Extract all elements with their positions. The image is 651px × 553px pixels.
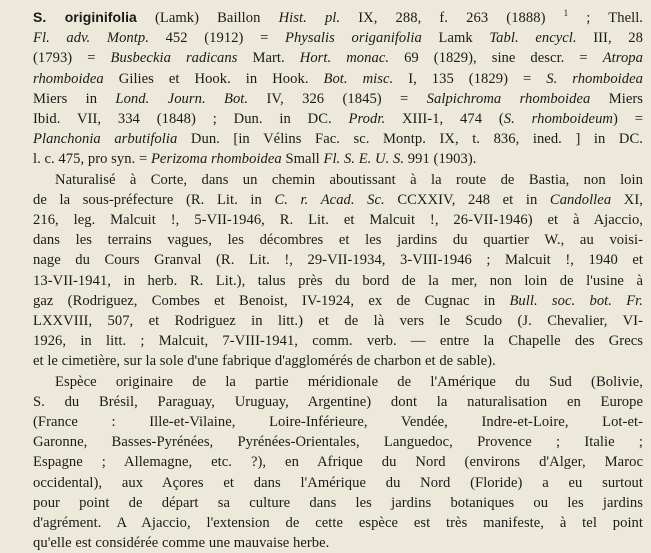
text-line [33, 109, 643, 129]
text-line [33, 452, 643, 472]
text-run: Gilies et Hook. in Hook. [103, 70, 324, 87]
text-run: nage du Cours Granval (R. Lit. !, 29-VII-1934, 3-VIII-1946 ; Malcuit !, 1940 et [33, 252, 643, 269]
text-run: ) = [613, 111, 643, 128]
text-run: 991 (1903). [404, 151, 477, 168]
text-run: l. c. 475, pro syn. = [33, 151, 151, 168]
footnote-marker: 1 [563, 8, 569, 19]
text-run: (France : Ille-et-Vilaine, Loire-Inférieure, Vendée, Indre-et-Loire, Lot-et- [33, 414, 643, 431]
text-line [33, 533, 643, 553]
text-run: Perizoma rhomboidea [150, 151, 282, 168]
text-run: 13-VII-1941, in herb. R. Lit.), talus près du bord de la mer, non loin de l'usine à [33, 272, 643, 289]
text-line [33, 69, 643, 89]
text-line [33, 351, 643, 371]
text-run: Prodr. [348, 111, 386, 128]
text-run: ; Thell. [568, 10, 643, 26]
text-line [33, 372, 643, 392]
text-run: Fl. adv. Montp. [33, 30, 149, 47]
text-run: CCXXIV, 248 et in [384, 191, 550, 208]
text-line [33, 412, 643, 432]
text-run: et le cimetière, sur la sole d'une fabrique d'agglomérés de charbon et de sable). [33, 353, 496, 370]
text-run: Dun. [in Vélins Fac. sc. Montp. IX, t. 836, ined. ] in DC. [177, 131, 643, 148]
text-run: 69 (1829), sine descr. = [389, 50, 603, 67]
text-run: Mart. [237, 50, 300, 67]
text-run: Ibid. VII, 334 (1848) ; Dun. in DC. [33, 111, 349, 128]
text-line [33, 250, 643, 270]
text-run: Atropa [602, 50, 643, 67]
text-run: de la sous-préfecture (R. Lit. in [33, 191, 275, 208]
text-run: 452 (1912) = [148, 30, 286, 47]
text-run: Naturalisé à Corte, dans un chemin aboutissant à la route de Bastia, non loin [55, 171, 643, 188]
text-line [33, 230, 643, 250]
text-run: dans les terrains vagues, les décombres et les jardins du quartier W., au voisi- [33, 232, 643, 249]
text-run: S. du Brésil, Paraguay, Uruguay, Argentine) dont la naturalisation en Europe [33, 393, 643, 410]
text-run: IV, 326 (1845) = [248, 90, 427, 107]
text-run: pour point de départ sa culture dans les jardins botaniques ou les jardins [33, 494, 643, 511]
text-run: Candollea [549, 191, 612, 208]
text-run: III, 28 [576, 30, 643, 47]
text-line [33, 7, 643, 28]
text-run: XIII-1, 474 ( [385, 111, 504, 128]
text-run: rhomboidea [33, 70, 104, 87]
text-run: Miers in [33, 90, 116, 107]
text-run: Lamk [421, 30, 490, 47]
text-run: Lond. Journ. Bot. [115, 90, 249, 107]
text-line [33, 311, 643, 331]
text-run: I, 135 (1829) = [393, 70, 547, 87]
text-line [33, 331, 643, 351]
text-line [33, 432, 643, 452]
text-run: (Lamk) Baillon [136, 10, 279, 26]
text-run: d'agrément. A Ajaccio, l'extension de cette espèce est très manifeste, à tel point [33, 515, 643, 532]
text-run: LXXVIII, 507, et Rodriguez in litt.) et de là vers le Scudo (J. Chevalier, VI- [33, 313, 643, 330]
text-line [33, 473, 643, 493]
text-line [33, 392, 643, 412]
text-run: C. r. Acad. Sc. [274, 191, 385, 208]
text-line [33, 493, 643, 513]
text-run: Garonne, Basses-Pyrénées, Pyrénées-Orientales, Languedoc, Provence ; Italie ; [33, 434, 643, 451]
text-line [33, 149, 643, 169]
text-run: 216, leg. Malcuit !, 5-VII-1946, R. Lit. et Malcuit !, 26-VII-1946) et à Ajaccio, [33, 212, 643, 229]
text-run: Planchonia arbutifolia [33, 131, 178, 148]
text-run: S. rhomboidea [546, 70, 643, 87]
distribution-paragraph [33, 372, 643, 553]
text-line [33, 170, 643, 190]
text-line [33, 513, 643, 533]
text-run: S. originifolia [33, 9, 137, 25]
text-line [33, 190, 643, 210]
text-line [33, 89, 643, 109]
text-run: Hist. pl. [278, 10, 341, 26]
text-line [33, 48, 643, 68]
text-line [33, 291, 643, 311]
text-run: Salpichroma rhomboidea [426, 90, 591, 107]
synonymy-paragraph [33, 7, 643, 170]
text-run: Small [281, 151, 324, 168]
text-run: Hort. monac. [299, 50, 390, 67]
text-run: occidental), aux Açores et dans l'Amérique du Nord (Floride) a eu surtout [33, 474, 643, 491]
text-run: Tabl. encycl. [489, 30, 577, 47]
text-run: qu'elle est considérée comme une mauvaise herbe. [33, 535, 330, 552]
text-run: IX, 288, f. 263 (1888) [340, 10, 564, 26]
text-run: Espagne ; Allemagne, etc. ?), en Afrique du Nord (environs d'Alger, Maroc [33, 454, 643, 471]
text-run: gaz (Rodriguez, Combes et Benoist, IV-1924, ex de Cugnac in [33, 292, 510, 309]
text-run: (1793) = [33, 50, 111, 67]
text-run: Miers [590, 90, 643, 107]
text-run: Bot. misc. [323, 70, 394, 87]
text-run: 1926, in litt. ; Malcuit, 7-VIII-1941, comm. verb. — entre la Chapelle des Grecs [33, 333, 643, 350]
text-line [33, 129, 643, 149]
text-run: S. rhomboideum [503, 111, 613, 128]
text-run: Physalis origanifolia [285, 30, 422, 47]
text-run: Espèce originaire de la partie méridionale de l'Amérique du Sud (Bolivie, [55, 373, 643, 390]
text-line [33, 271, 643, 291]
text-run: Busbeckia radicans [110, 50, 238, 67]
text-run: Fl. S. E. U. S. [323, 151, 405, 168]
text-run: Bull. soc. bot. Fr. [509, 292, 643, 309]
localities-paragraph [33, 170, 643, 372]
text-run: XI, [611, 191, 643, 208]
text-line [33, 28, 643, 48]
text-line [33, 210, 643, 230]
